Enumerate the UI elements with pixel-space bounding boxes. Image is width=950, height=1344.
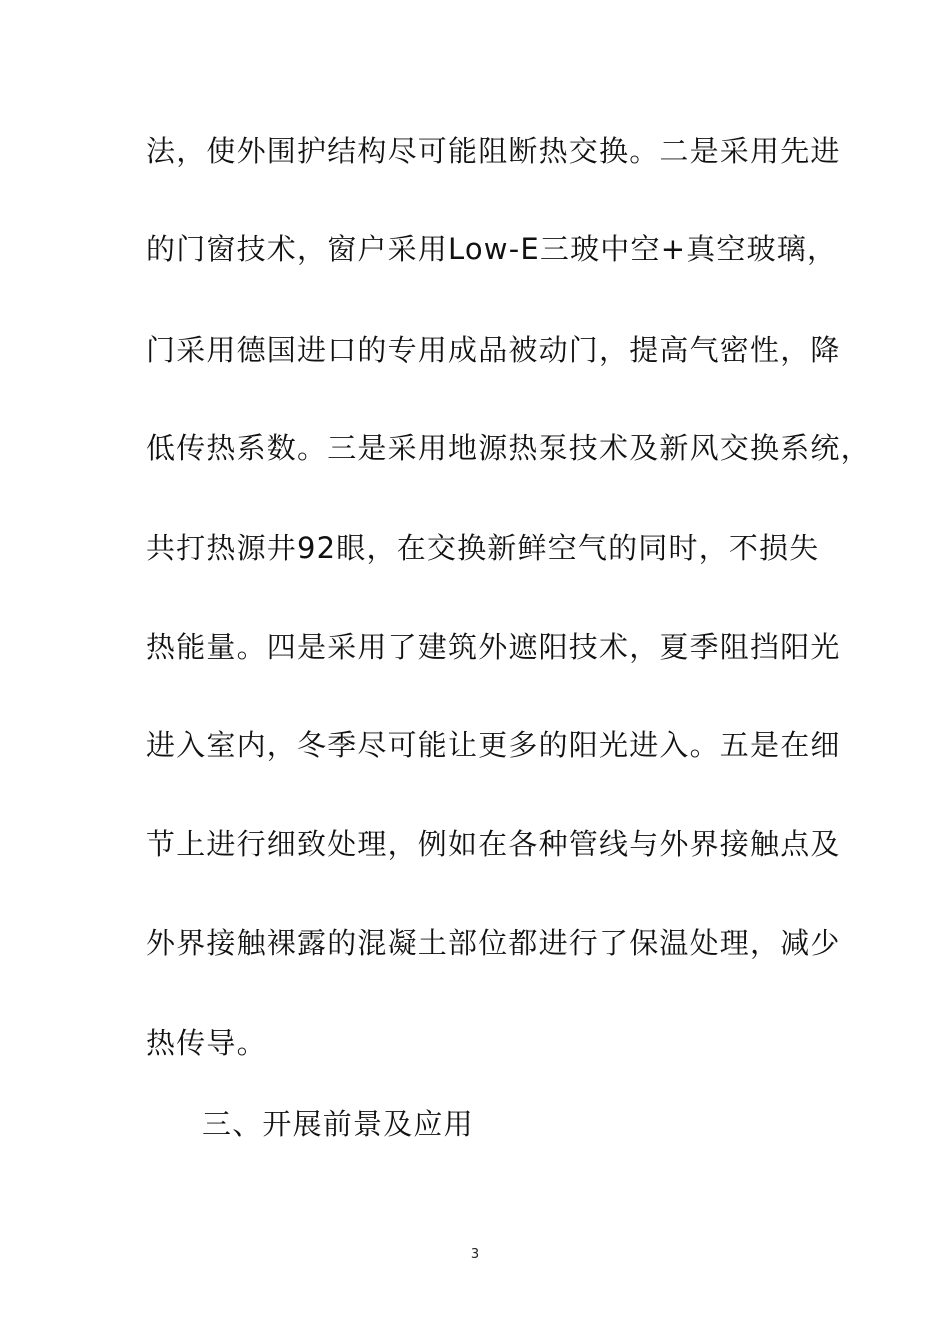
section-heading: 三、开展前景及应用: [202, 1107, 474, 1141]
page-number: 3: [470, 1247, 480, 1262]
paragraph-line-10: 热传导。: [146, 1026, 267, 1060]
paragraph-line-4: 低传热系数。三是采用地源热泵技术及新风交换系统，: [146, 431, 871, 465]
paragraph-line-8: 节上进行细致处理，例如在各种管线与外界接触点及: [146, 827, 841, 861]
paragraph-line-9: 外界接触裸露的混凝土部位都进行了保温处理，减少: [146, 926, 841, 960]
paragraph-line-5: 共打热源井92眼，在交换新鲜空气的同时，不损失: [146, 531, 820, 565]
paragraph-line-2: 的门窗技术，窗户采用Low-E三玻中空+真空玻璃，: [146, 232, 838, 266]
paragraph-line-6: 热能量。四是采用了建筑外遮阳技术，夏季阻挡阳光: [146, 630, 841, 664]
paragraph-line-1: 法，使外围护结构尽可能阻断热交换。二是采用先进: [146, 134, 841, 168]
paragraph-line-3: 门采用德国进口的专用成品被动门，提高气密性，降: [146, 333, 841, 367]
paragraph-line-7: 进入室内，冬季尽可能让更多的阳光进入。五是在细: [146, 728, 841, 762]
